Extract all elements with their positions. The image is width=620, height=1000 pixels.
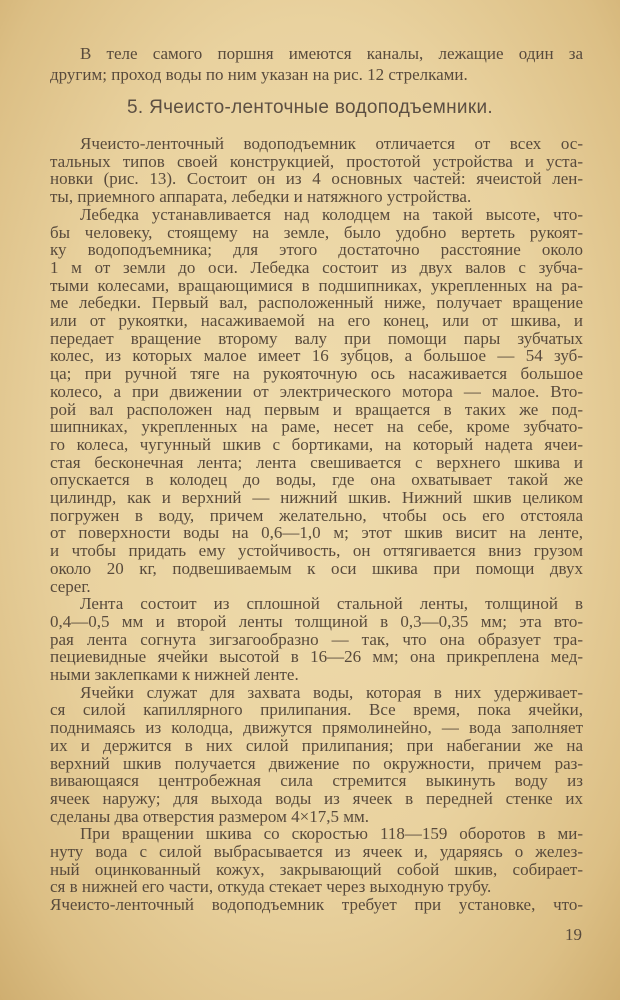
text-line: В теле самого поршня имеются каналы, лежащие один за xyxy=(80,44,583,63)
text-line: ся силой капиллярного прилипания. Все время, пока ячейки, xyxy=(50,700,583,720)
text-line: опускается в колодец до воды, где она охватывает такой же xyxy=(50,470,583,490)
text-line: Лента состоит из сплошной стальной ленты, толщиной в xyxy=(80,594,583,614)
text-line: серег. xyxy=(50,576,91,596)
text-line: верхний шкив получается движение по окружности, причем раз- xyxy=(50,753,583,773)
text-line: ный оцинкованный кожух, закрывающий собой шкив, собирает- xyxy=(50,859,583,879)
text-line: нуту вода с силой выбрасывается из ячеек и, ударяясь о желез- xyxy=(50,842,583,861)
text-line: от поверхности воды на 0,6—1,0 м; этот шкив висит на ленте, xyxy=(50,523,583,543)
text-line: Ячейки служат для захвата воды, которая в них удерживает- xyxy=(80,682,583,702)
text-line: ку водоподъемника; для этого достаточно расстояние около xyxy=(50,240,583,260)
text-line: другим; проход воды по ним указан на рис. 12 стрелками. xyxy=(50,65,468,84)
text-line: ты, приемного аппарата, лебедки и натяжного устройства. xyxy=(50,187,472,207)
text-line: Лебедка устанавливается над колодцем на такой высоте, что- xyxy=(80,204,583,224)
page-number: 19 xyxy=(565,925,582,944)
text-line: передает вращение второму валу при помощи пары зубчатых xyxy=(50,328,583,348)
text-line: ме лебедки. Первый вал, расположенный ниже, получает вращение xyxy=(50,293,583,313)
text-line: ными заклепками к нижней ленте. xyxy=(50,665,299,684)
text-line: Ячеисто-ленточный водоподъемник требует при установке, что- xyxy=(50,895,583,915)
text-line: их и держится в них силой прилипания; при набегании же на xyxy=(50,735,583,755)
text-line: и чтобы придать ему устойчивость, он оттягивается вниз грузом xyxy=(50,541,583,561)
text-line: ячеек наружу; для выхода воды из ячеек в передней стенке их xyxy=(50,788,583,808)
text-line: пециевидные ячейки высотой в 16—26 мм; она прикреплена мед- xyxy=(50,647,583,667)
text-line: или от рукоятки, насаживаемой на его конец, или от шкива, и xyxy=(50,311,583,330)
text-line: 1 м от земли до оси. Лебедка состоит из двух валов с зубча- xyxy=(50,257,583,277)
text-line: рой вал расположен над первым и вращается в таких же под- xyxy=(50,399,583,419)
text-line: При вращении шкива со скоростью 118—159 оборотов в ми- xyxy=(80,824,583,844)
text-line: шипниках, укрепленных на раме, несет на себе, кроме зубчато- xyxy=(50,417,583,437)
text-line: Ячеисто-ленточный водоподъемник отличается от всех ос- xyxy=(80,134,583,153)
text-line: стая бесконечная лента; лента свешивается с верхнего шкива и xyxy=(50,452,583,472)
text-line: сделаны два отверстия размером 4×17,5 мм. xyxy=(50,806,369,826)
text-line: ца; при ручной тяге на рукояточную ось насаживается большое xyxy=(50,364,583,384)
text-line: тальных типов своей конструкцией, простотой устройства и уста- xyxy=(50,151,583,171)
text-line: го колеса, чугунный шкив с бортиками, на который надета ячеи- xyxy=(50,434,583,454)
section-heading: 5. Ячеисто-ленточные водоподъемники. xyxy=(127,97,493,118)
text-line: погружен в воду, причем желательно, чтобы ось его отстояла xyxy=(50,505,583,525)
text-line: новки (рис. 13). Состоит он из 4 основных частей: ячеистой лен- xyxy=(50,169,583,189)
text-line: около 20 кг, подвешиваемым к оси шкива при помощи двух xyxy=(50,558,583,578)
text-line: ся в нижней его части, откуда стекает через выходную трубу. xyxy=(50,877,492,897)
text-line: цилиндр, как и верхний — нижний шкив. Нижний шкив целиком xyxy=(50,488,583,507)
text-line: вивающаяся центробежная сила стремится выкинуть воду из xyxy=(50,771,583,791)
text-line: тыми колесами, вращающимися в подшипниках, укрепленных на ра- xyxy=(50,275,583,295)
text-line: колесо, а при движении от электрического мотора — малое. Вто- xyxy=(50,381,583,401)
text-line: рая лента согнута зигзагообразно — так, что она образует тра- xyxy=(50,629,583,649)
text-line: бы человеку, стоящему на земле, было удобно вертеть рукоят- xyxy=(50,222,583,242)
text-line: поднимаясь из колодца, движутся прямолинейно, — вода заполняет xyxy=(50,718,583,738)
text-line: колес, из которых малое имеет 16 зубцов, а большое — 54 зуб- xyxy=(50,346,583,366)
text-line: 0,4—0,5 мм и второй ленты толщиной в 0,3—0,35 мм; эта вто- xyxy=(50,611,583,631)
